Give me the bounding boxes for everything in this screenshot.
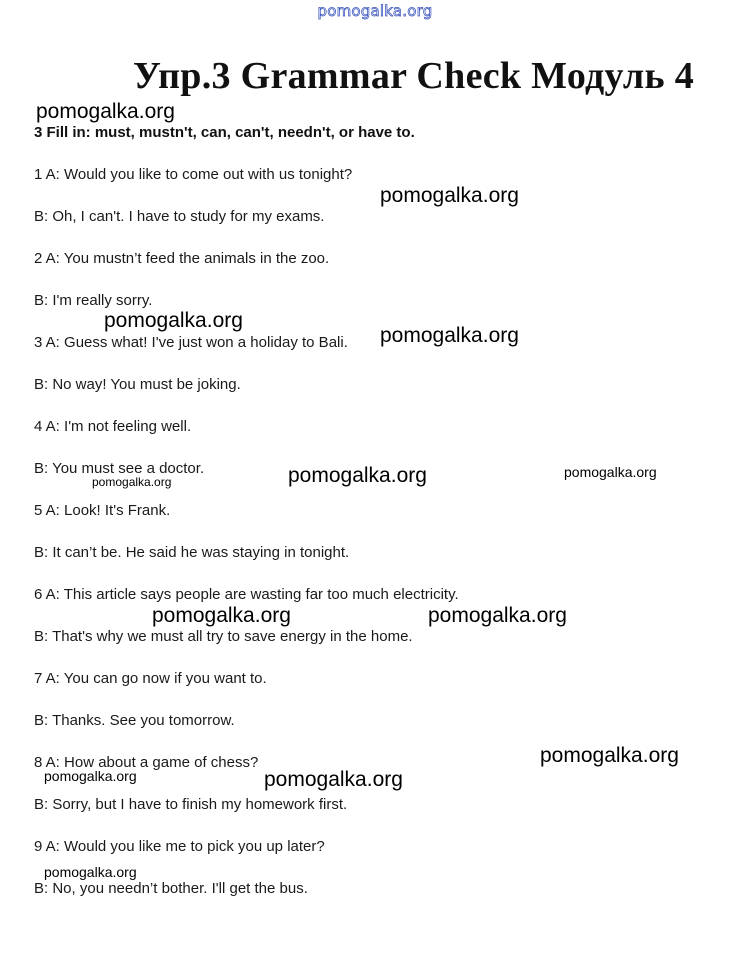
watermark-text: pomogalka.org (44, 768, 137, 784)
dialogue-line-3b: B: No way! You must be joking. (34, 376, 241, 393)
watermark-text: pomogalka.org (36, 100, 175, 123)
dialogue-line-1b: B: Oh, I can't. I have to study for my exams. (34, 208, 325, 225)
dialogue-line-3a: 3 A: Guess what! I've just won a holiday to Bali. (34, 334, 348, 351)
watermark-text: pomogalka.org (428, 604, 567, 627)
dialogue-line-4a: 4 A: I'm not feeling well. (34, 418, 192, 435)
watermark-text: pomogalka.org (564, 464, 657, 480)
dialogue-line-4b: B: You must see a doctor. (34, 460, 205, 477)
dialogue-line-2b: B: I'm really sorry. (34, 292, 153, 309)
dialogue-line-5a: 5 A: Look! It's Frank. (34, 502, 171, 519)
exercise-instruction: 3 Fill in: must, mustn't, can, can't, needn't, or have to. (34, 124, 415, 141)
watermark-text: pomogalka.org (380, 184, 519, 207)
top-watermark: pomogalka.org (317, 2, 433, 20)
watermark-text: pomogalka.org (92, 475, 172, 489)
dialogue-line-6a: 6 A: This article says people are wasting far too much electricity. (34, 586, 459, 603)
dialogue-line-9a: 9 A: Would you like me to pick you up later? (34, 838, 325, 855)
dialogue-line-5b: B: It can’t be. He said he was staying in tonight. (34, 544, 350, 561)
dialogue-line-7b: B: Thanks. See you tomorrow. (34, 712, 235, 729)
dialogue-line-6b: B: That's why we must all try to save energy in the home. (34, 628, 413, 645)
dialogue-line-9b: B: No, you needn’t bother. I'll get the bus. (34, 880, 308, 897)
watermark-text: pomogalka.org (152, 604, 291, 627)
watermark-text: pomogalka.org (380, 324, 519, 347)
dialogue-line-1a: 1 A: Would you like to come out with us tonight? (34, 166, 353, 183)
dialogue-line-8b: B: Sorry, but I have to finish my homework first. (34, 796, 348, 813)
watermark-text: pomogalka.org (288, 464, 427, 487)
page-title: Упр.3 Grammar Check Модуль 4 (133, 55, 695, 97)
watermark-text: pomogalka.org (264, 768, 403, 791)
watermark-text: pomogalka.org (540, 744, 679, 767)
dialogue-line-8a: 8 A: How about a game of chess? (34, 754, 259, 771)
watermark-text: pomogalka.org (44, 864, 137, 880)
watermark-text: pomogalka.org (104, 309, 243, 332)
dialogue-line-2a: 2 A: You mustn’t feed the animals in the zoo. (34, 250, 330, 267)
dialogue-line-7a: 7 A: You can go now if you want to. (34, 670, 267, 687)
